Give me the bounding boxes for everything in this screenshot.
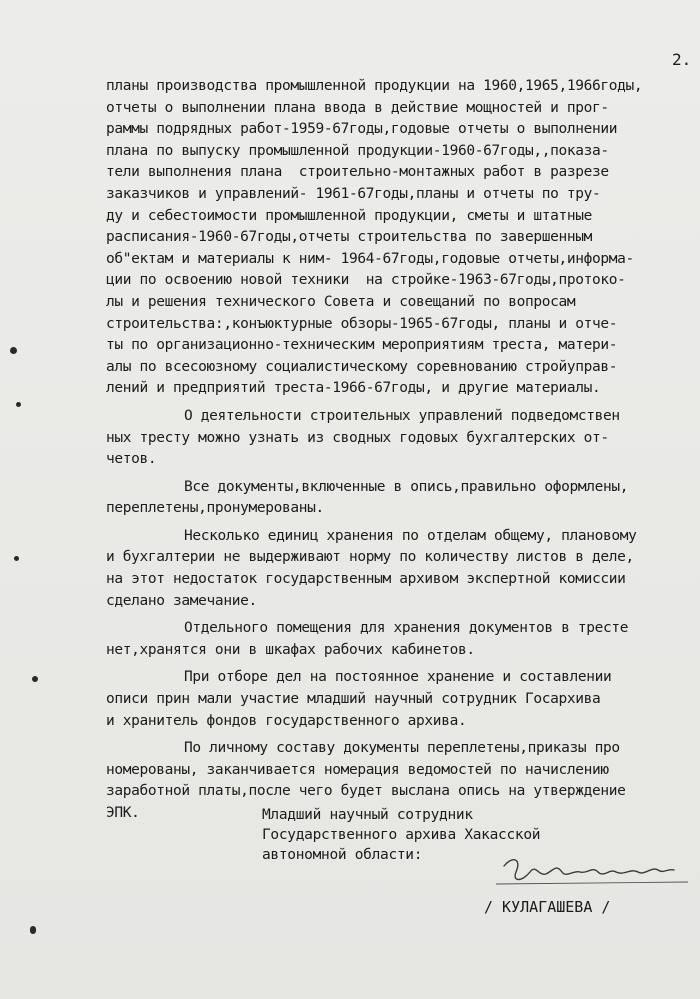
text-line: При отборе дел на постоянное хранение и составлении — [184, 669, 612, 686]
text-line: алы по всесоюзному социалистическому соревнованию стройуправ- — [106, 358, 618, 375]
text-line: номерованы, заканчивается номерация ведомостей по начислению — [106, 761, 609, 778]
signatory-name: / КУЛАГАШЕВА / — [484, 898, 611, 916]
text-line: нет,хранятся они в шкафах рабочих кабинетов. — [106, 641, 475, 658]
text-line: По личному составу документы переплетены,приказы про — [184, 740, 620, 757]
text-line: тели выполнения плана строительно-монтажных работ в разрезе — [106, 164, 609, 181]
text-line: на этот недостаток государственным архивом экспертной комиссии — [106, 571, 626, 588]
punch-hole-mark — [32, 676, 38, 682]
signatory-title-line: Младший научный сотрудник — [262, 807, 473, 823]
text-line: отчеты о выполнении плана ввода в действие мощностей и прог- — [106, 99, 609, 116]
text-line: ду и себестоимости промышленной продукции, сметы и штатные — [106, 207, 593, 224]
text-line: планы производства промышленной продукции на 1960,1965,1966годы, — [106, 78, 643, 94]
text-line: О деятельности строительных управлений подведомствен — [184, 407, 620, 424]
text-line: ЭПК. — [106, 805, 140, 821]
text-line: заказчиков и управлений- 1961-67годы,планы и отчеты по тру- — [106, 185, 601, 202]
text-line: описи прин мали участие младший научный сотрудник Госархива — [106, 691, 601, 708]
punch-hole-mark — [16, 402, 21, 407]
text-line: ных тресту можно узнать из сводных годовых бухгалтерских от- — [106, 429, 609, 446]
punch-hole-mark — [30, 926, 36, 934]
text-line: об"ектам и материалы к ним- 1964-67годы,годовые отчеты,информа- — [106, 250, 634, 267]
punch-hole-mark — [10, 347, 17, 354]
text-line: переплетены,пронумерованы. — [106, 500, 324, 517]
signatory-title-line: Государственного архива Хакасской — [262, 827, 541, 843]
signatory-title-line: автономной области: — [262, 847, 423, 863]
text-line: Все документы,включенные в опись,правильно оформлены, — [184, 478, 629, 495]
punch-hole-mark — [14, 556, 19, 561]
text-line: раммы подрядных работ-1959-67годы,годовые отчеты о выполнении — [106, 121, 618, 138]
text-line: Отдельного помещения для хранения документов в тресте — [184, 620, 629, 637]
text-line: строительства:,конъюктурные обзоры-1965-67годы, планы и отче- — [106, 315, 618, 332]
document-body — [106, 76, 698, 825]
text-line: заработной платы,после чего будет выслана опись на утверждение — [106, 783, 626, 800]
text-line: и хранитель фондов государственного архива. — [106, 712, 467, 729]
text-line: расписания-1960-67годы,отчеты строительства по завершенным — [106, 229, 593, 246]
text-line: лы и решения технического Совета и совещаний по вопросам — [106, 293, 576, 310]
page-number: 2. — [672, 50, 692, 69]
text-line: Несколько единиц хранения по отделам общему, плановому — [184, 527, 637, 544]
text-line: ции по освоению новой техники на стройке-1963-67годы,протоко- — [106, 272, 626, 289]
text-line: сделано замечание. — [106, 592, 257, 609]
text-line: ты по организационно-техническим мероприятиям треста, матери- — [106, 337, 618, 354]
handwritten-signature — [492, 852, 692, 892]
text-line: и бухгалтерии не выдерживают норму по количеству листов в деле, — [106, 549, 634, 566]
text-line: четов. — [106, 451, 157, 468]
text-line: плана по выпуску промышленной продукции-1960-67годы,,показа- — [106, 142, 609, 159]
text-line: лений и предприятий треста-1966-67годы, и другие материалы. — [106, 380, 601, 397]
